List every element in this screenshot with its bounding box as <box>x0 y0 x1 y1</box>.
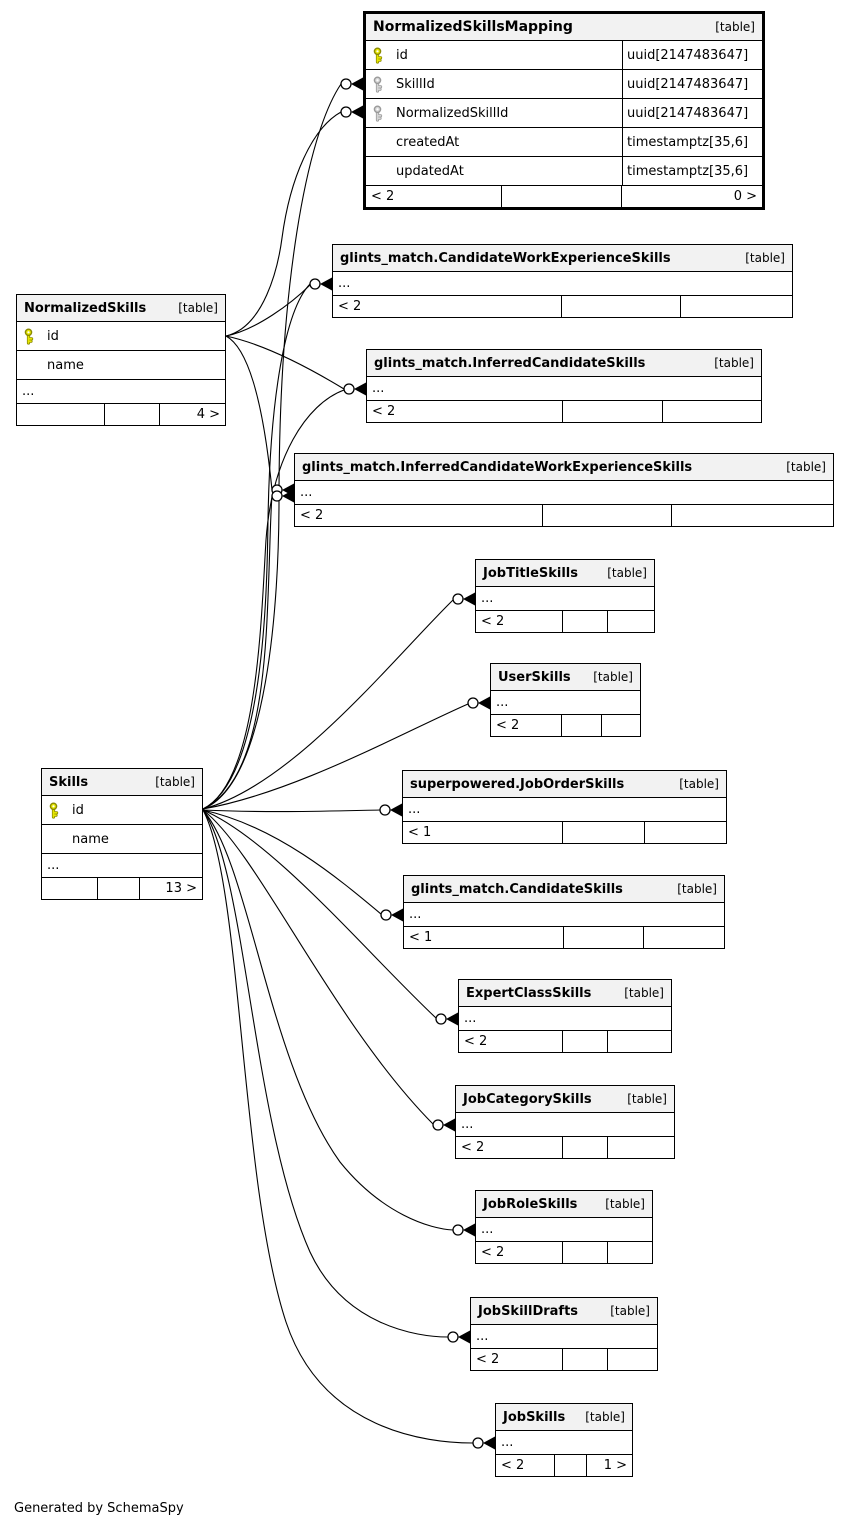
collapsed-columns-row: ... <box>403 798 726 822</box>
relationship-edge <box>203 84 341 809</box>
table-footer <box>367 401 761 422</box>
footer-cell: 0 > <box>733 189 757 204</box>
crows-foot-endpoint <box>473 1437 495 1450</box>
table-title: glints_match.CandidateSkills <box>411 881 623 897</box>
column-name-cell <box>366 157 622 185</box>
table-tag: [table] <box>714 356 754 370</box>
crows-foot-endpoint <box>433 1119 455 1132</box>
footer-cell <box>608 1242 652 1263</box>
footer-cell: < 2 <box>333 296 562 317</box>
footer-cell <box>681 296 792 317</box>
key-cell <box>366 105 396 122</box>
crows-foot-endpoint <box>344 383 366 396</box>
table-footer <box>491 715 640 736</box>
crows-foot-endpoint <box>468 697 490 710</box>
footer-cell <box>644 927 724 948</box>
relationship-edge <box>203 810 433 1124</box>
relationship-edge <box>226 336 272 490</box>
table-footer <box>366 186 762 207</box>
footer-cell <box>608 1137 674 1158</box>
table-node-NormalizedSkills[interactable] <box>16 294 226 426</box>
collapsed-columns-row: ... <box>456 1113 674 1137</box>
table-header <box>496 1404 632 1431</box>
footer-cell <box>563 1349 608 1370</box>
column-name: id <box>396 47 408 63</box>
table-title: Skills <box>49 774 89 790</box>
table-title: JobCategorySkills <box>463 1091 592 1107</box>
column-name: updatedAt <box>396 163 464 179</box>
collapsed-columns-row: ... <box>476 587 654 611</box>
collapsed-columns-row: ... <box>471 1325 657 1349</box>
footer-cell: < 2 <box>476 1242 563 1263</box>
table-node-InferredCandidateWorkExperienceSkills[interactable] <box>294 453 834 527</box>
table-tag: [table] <box>593 670 633 684</box>
column-row <box>366 99 762 128</box>
table-node-JobOrderSkills[interactable] <box>402 770 727 844</box>
footer-cell <box>543 505 672 526</box>
table-header <box>459 980 671 1007</box>
table-header <box>404 876 724 903</box>
footer-cell: 1 > <box>603 1458 627 1473</box>
table-title: JobSkillDrafts <box>478 1303 579 1319</box>
table-tag: [table] <box>605 1197 645 1211</box>
table-tag: [table] <box>610 1304 650 1318</box>
column-name-cell <box>42 796 202 824</box>
table-footer <box>476 1242 652 1263</box>
table-header <box>367 350 761 377</box>
footer-cell <box>608 1349 657 1370</box>
column-name-cell <box>366 128 622 156</box>
column-row <box>42 796 202 825</box>
table-header <box>42 769 202 796</box>
footer-cell <box>555 1455 587 1476</box>
footer-cell <box>608 611 654 632</box>
table-title: superpowered.JobOrderSkills <box>410 776 625 792</box>
column-type: timestamptz[35,6] <box>622 128 762 156</box>
footer-cell <box>105 404 160 425</box>
table-title: JobTitleSkills <box>483 565 578 581</box>
column-name-cell <box>366 99 622 127</box>
footer-cell <box>98 878 140 899</box>
column-name: name <box>72 831 109 847</box>
table-footer <box>295 505 833 526</box>
generated-by-note: Generated by SchemaSpy <box>14 1501 184 1516</box>
foreign-key-icon <box>372 105 383 122</box>
crows-foot-endpoint <box>272 490 294 503</box>
table-footer <box>42 878 202 899</box>
table-node-Skills[interactable] <box>41 768 203 900</box>
table-node-JobRoleSkills[interactable] <box>475 1190 653 1264</box>
footer-cell <box>17 404 105 425</box>
footer-cell <box>42 878 98 899</box>
table-tag: [table] <box>745 251 785 265</box>
column-type: uuid[2147483647] <box>622 99 762 127</box>
column-row <box>17 322 225 351</box>
table-tag: [table] <box>715 20 755 34</box>
table-title: JobSkills <box>503 1409 566 1425</box>
column-name-cell <box>17 322 225 350</box>
column-name-cell <box>366 70 622 98</box>
footer-cell <box>672 505 833 526</box>
column-name: id <box>72 802 84 818</box>
table-title: UserSkills <box>498 669 571 685</box>
footer-cell <box>563 611 608 632</box>
table-header <box>295 454 833 481</box>
column-row <box>42 825 202 854</box>
footer-cell: < 2 <box>496 1455 555 1476</box>
footer-cell <box>563 822 645 843</box>
crows-foot-endpoint <box>448 1331 470 1344</box>
footer-cell: 4 > <box>196 407 220 422</box>
primary-key-icon <box>372 47 383 64</box>
table-footer <box>404 927 724 948</box>
table-tag: [table] <box>627 1092 667 1106</box>
footer-cell <box>608 1031 671 1052</box>
table-footer <box>333 296 792 317</box>
column-name: id <box>47 328 59 344</box>
table-header <box>471 1298 657 1325</box>
column-type: uuid[2147483647] <box>622 70 762 98</box>
crows-foot-endpoint <box>381 909 403 922</box>
relationship-edge <box>226 112 341 336</box>
column-name-cell <box>42 825 202 853</box>
table-header <box>491 664 640 691</box>
table-footer <box>403 822 726 843</box>
table-node-NormalizedSkillsMapping[interactable] <box>363 11 765 210</box>
collapsed-columns-row: ... <box>491 691 640 715</box>
table-title: NormalizedSkills <box>24 300 147 316</box>
column-name: name <box>47 357 84 373</box>
collapsed-columns-row: ... <box>367 377 761 401</box>
table-title: NormalizedSkillsMapping <box>373 19 573 35</box>
collapsed-columns-row: ... <box>404 903 724 927</box>
key-cell <box>366 47 396 64</box>
footer-cell: < 2 <box>456 1137 563 1158</box>
column-row <box>366 70 762 99</box>
primary-key-icon <box>23 328 34 345</box>
crows-foot-endpoint <box>436 1013 458 1026</box>
table-node-InferredCandidateSkills[interactable] <box>366 349 762 423</box>
table-tag: [table] <box>607 566 647 580</box>
table-header <box>333 245 792 272</box>
collapsed-columns-row: ... <box>17 380 225 404</box>
footer-cell: < 2 <box>366 186 502 207</box>
footer-cell: < 2 <box>471 1349 563 1370</box>
relationship-edge <box>203 810 380 812</box>
table-title: glints_match.InferredCandidateWorkExperienceSkills <box>302 459 693 475</box>
column-type: timestamptz[35,6] <box>622 157 762 185</box>
table-node-CandidateWorkExperienceSkills[interactable] <box>332 244 793 318</box>
table-tag: [table] <box>155 775 195 789</box>
footer-cell <box>563 401 663 422</box>
footer-cell: < 1 <box>404 927 564 948</box>
footer-cell <box>564 927 644 948</box>
table-node-JobSkillDrafts[interactable] <box>470 1297 658 1371</box>
table-node-UserSkills[interactable] <box>490 663 641 737</box>
footer-cell <box>562 715 602 736</box>
table-node-JobCategorySkills[interactable] <box>455 1085 675 1159</box>
footer-cell <box>563 1242 608 1263</box>
crows-foot-endpoint <box>341 106 363 119</box>
table-title: glints_match.InferredCandidateSkills <box>374 355 646 371</box>
column-row <box>366 128 762 157</box>
footer-cell: < 2 <box>459 1031 563 1052</box>
table-tag: [table] <box>585 1410 625 1424</box>
table-title: ExpertClassSkills <box>466 985 592 1001</box>
footer-cell <box>663 401 761 422</box>
column-name: SkillId <box>396 76 435 92</box>
table-header <box>476 1191 652 1218</box>
table-footer <box>459 1031 671 1052</box>
footer-cell <box>563 1137 608 1158</box>
footer-cell: < 2 <box>367 401 563 422</box>
footer-cell <box>502 186 622 207</box>
table-tag: [table] <box>178 301 218 315</box>
table-tag: [table] <box>679 777 719 791</box>
table-footer <box>476 611 654 632</box>
table-header <box>476 560 654 587</box>
table-node-JobSkills[interactable] <box>495 1403 633 1477</box>
key-cell <box>17 328 47 345</box>
footer-cell <box>645 822 726 843</box>
column-row <box>366 157 762 186</box>
table-node-JobTitleSkills[interactable] <box>475 559 655 633</box>
table-title: JobRoleSkills <box>483 1196 578 1212</box>
table-title: glints_match.CandidateWorkExperienceSkills <box>340 250 671 266</box>
table-tag: [table] <box>786 460 826 474</box>
crows-foot-endpoint <box>380 804 402 817</box>
key-cell <box>366 76 396 93</box>
table-header <box>366 14 762 41</box>
footer-cell: < 2 <box>476 611 563 632</box>
footer-cell <box>602 715 640 736</box>
column-name-cell <box>17 351 225 379</box>
table-header <box>17 295 225 322</box>
primary-key-icon <box>48 802 59 819</box>
table-header <box>456 1086 674 1113</box>
collapsed-columns-row: ... <box>476 1218 652 1242</box>
collapsed-columns-row: ... <box>295 481 833 505</box>
column-name: NormalizedSkillId <box>396 105 509 121</box>
column-row <box>366 41 762 70</box>
footer-cell: < 1 <box>403 822 563 843</box>
column-row <box>17 351 225 380</box>
foreign-key-icon <box>372 76 383 93</box>
column-name-cell <box>366 41 622 69</box>
collapsed-columns-row: ... <box>333 272 792 296</box>
collapsed-columns-row: ... <box>42 854 202 878</box>
table-node-ExpertClassSkills[interactable] <box>458 979 672 1053</box>
collapsed-columns-row: ... <box>459 1007 671 1031</box>
relationship-edge <box>203 810 453 1230</box>
table-footer <box>17 404 225 425</box>
table-header <box>403 771 726 798</box>
footer-cell <box>562 296 681 317</box>
collapsed-columns-row: ... <box>496 1431 632 1455</box>
table-tag: [table] <box>624 986 664 1000</box>
column-type: uuid[2147483647] <box>622 41 762 69</box>
table-footer <box>456 1137 674 1158</box>
crows-foot-endpoint <box>310 278 332 291</box>
table-footer <box>496 1455 632 1476</box>
footer-cell: 13 > <box>165 881 197 896</box>
crows-foot-endpoint <box>453 1224 475 1237</box>
footer-cell: < 2 <box>295 505 543 526</box>
footer-cell <box>563 1031 608 1052</box>
key-cell <box>42 802 72 819</box>
table-tag: [table] <box>677 882 717 896</box>
table-footer <box>471 1349 657 1370</box>
footer-cell: < 2 <box>491 715 562 736</box>
crows-foot-endpoint <box>341 78 363 91</box>
crows-foot-endpoint <box>453 593 475 606</box>
column-name: createdAt <box>396 134 460 150</box>
table-node-CandidateSkills[interactable] <box>403 875 725 949</box>
